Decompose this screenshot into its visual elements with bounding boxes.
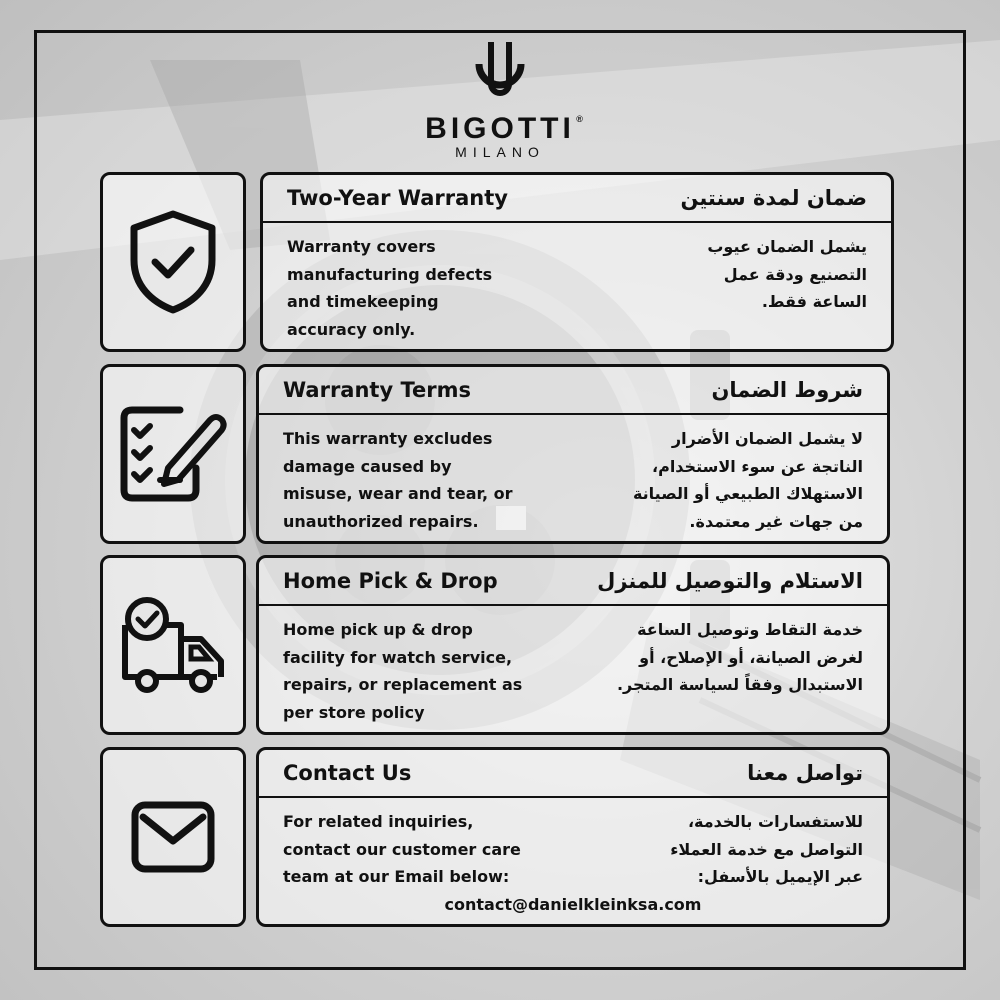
card-title-ar: شروط الضمان: [711, 378, 863, 402]
card-text-en: This warranty excludes damage caused by misuse, wear and tear, or unauthorized repairs.: [283, 429, 513, 531]
card-text-ar: يشمل الضمان عيوب التصنيع ودقة عمل الساعة فقط.: [707, 237, 867, 311]
brand-name: BIGOTTI ®: [425, 112, 583, 145]
card-text-en: Warranty covers manufacturing defects and timekeeping accuracy only.: [287, 237, 493, 339]
card-home-pick-drop: [256, 555, 890, 735]
card-title-en: Contact Us: [283, 761, 412, 785]
shield-check-icon: [128, 210, 218, 314]
card-contact-us: [256, 747, 890, 927]
icon-box-pickup: [100, 555, 246, 735]
card-text-en: Home pick up & drop facility for watch service, repairs, or replacement as per store policy: [283, 620, 523, 722]
card-body: [259, 415, 887, 535]
card-header: [259, 367, 887, 415]
card-header: [259, 750, 887, 798]
icon-box-contact: [100, 747, 246, 927]
envelope-icon: [131, 801, 215, 873]
card-text-ar: خدمة التقاط وتوصيل الساعة لغرض الصيانة، أو الإصلاح، أو الاستبدال وفقاً لسياسة المتجر.: [616, 620, 863, 694]
card-two-year-warranty: [260, 172, 894, 352]
checklist-pencil-icon: [118, 402, 228, 506]
delivery-truck-icon: [117, 595, 229, 695]
card-warranty-terms: [256, 364, 890, 544]
brand-subtitle: MILANO: [455, 144, 545, 160]
card-body: [263, 223, 891, 343]
card-header: [263, 175, 891, 223]
card-title-en: Home Pick & Drop: [283, 569, 498, 593]
brand-header: [0, 40, 1000, 160]
card-text-en: For related inquiries, contact our customer care team at our Email below:: [283, 812, 521, 886]
brand-logo-icon: [465, 40, 535, 106]
card-header: [259, 558, 887, 606]
icon-box-warranty: [100, 172, 246, 352]
card-body: [259, 798, 887, 891]
card-title-ar: الاستلام والتوصيل للمنزل: [597, 569, 863, 593]
card-text-ar: للاستفسارات بالخدمة، التواصل مع خدمة العملاء عبر الإيميل بالأسفل:: [670, 812, 863, 886]
card-title-ar: ضمان لمدة سنتين: [680, 186, 867, 210]
contact-email-link[interactable]: contact@danielkleinksa.com: [444, 894, 702, 914]
card-text-ar: لا يشمل الضمان الأضرار الناتجة عن سوء الاستخدام، الاستهلاك الطبيعي أو الصيانة من جهات غير معتمدة.: [632, 429, 863, 531]
card-title-en: Warranty Terms: [283, 378, 471, 402]
card-body: [259, 606, 887, 726]
icon-box-terms: [100, 364, 246, 544]
card-title-en: Two-Year Warranty: [287, 186, 508, 210]
card-title-ar: تواصل معنا: [747, 761, 863, 785]
